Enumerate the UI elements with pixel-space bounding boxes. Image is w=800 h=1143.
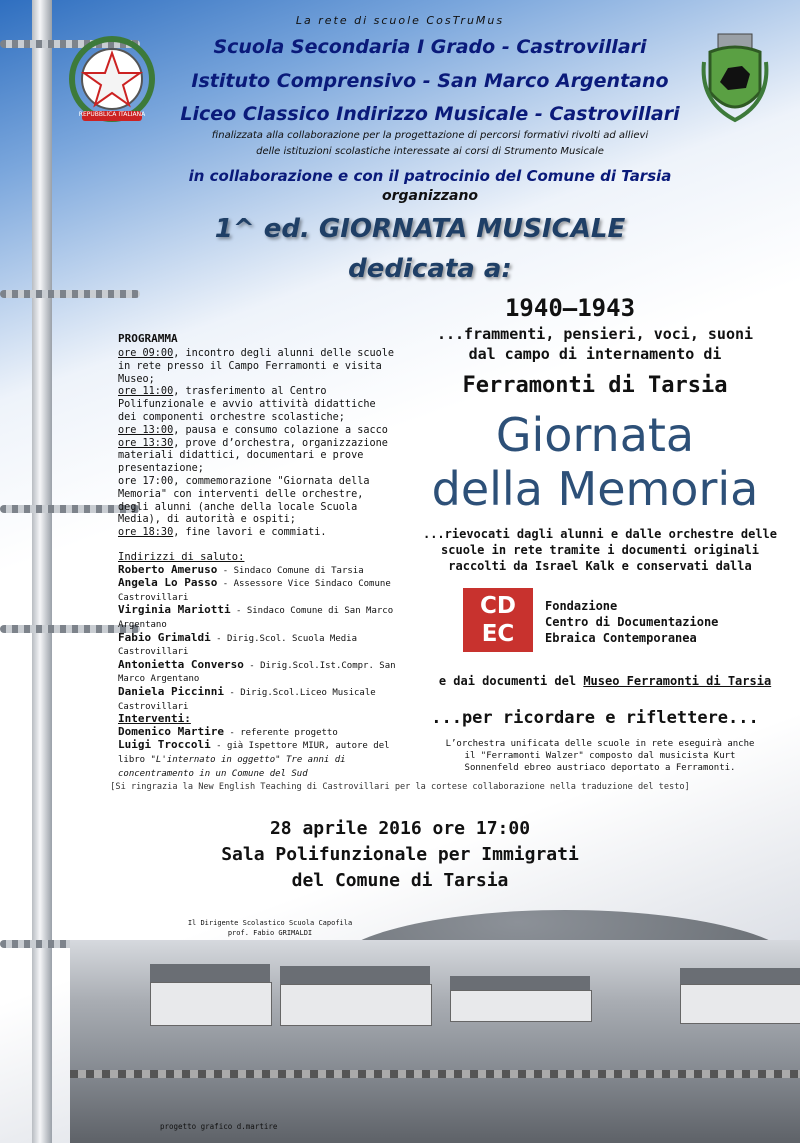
barbed-wire-post <box>32 0 52 1143</box>
greeting-person: Daniela Piccinni - Dirig.Scol.Liceo Musicale Castrovillari <box>118 684 376 712</box>
thanks-note: [Si ringrazia la New English Teaching di Castrovillari per la cortese collaborazione nella traduzione del testo] <box>110 782 690 792</box>
greeting-person: Angela Lo Passo - Assessore Vice Sindaco Comune Castrovillari <box>118 576 391 603</box>
museum-line: e dai documenti del Museo Ferramonti di Tarsia <box>438 674 772 688</box>
organize-line: organizzano <box>381 188 479 204</box>
fragments-text: ...frammenti, pensieri, voci, suoni dal campo di internamento di <box>436 325 754 363</box>
programme-item: ore 13:00, pausa e consumo colazione a sacco <box>118 424 388 436</box>
programme-item: ore 18:30, fine lavori e commiati. <box>118 527 327 539</box>
design-credit: progetto grafico d.martire <box>160 1122 278 1131</box>
place-title: Ferramonti di Tarsia <box>462 373 728 398</box>
dedicated-title: dedicata a: <box>348 254 512 284</box>
purpose-line-2: delle istituzioni scolastiche interessate ai corsi di Strumento Musicale <box>256 146 604 157</box>
school-3: Liceo Classico Indirizzo Musicale - Castrovillari <box>180 103 680 125</box>
intervention-person: Luigi Troccoli - già Ispettore MIUR, autore del libro "L'internato in oggetto" Tre anni di concentramento in un Comune del Sud <box>118 738 390 779</box>
school-2: Istituto Comprensivo - San Marco Argentano <box>191 70 669 92</box>
school-1: Scuola Secondaria I Grado - Castrovillari <box>213 36 647 58</box>
greetings-list: Indirizzi di saluto: Roberto Ameruso - Sindaco Comune di Tarsia Angela Lo Passo - Assessore Vice Sindaco Comune Castrovillari Virginia Mariotti - Sindaco Comune di San Marco Argentano Fabio Grimaldi - Dirig.Scol. Scuola Media Castrovillari Antonietta Converso - Dirig.Scol.Ist.Compr. San Marco Argentano Daniela Piccinni - Dirig.Scol.Liceo Musicale Castrovillari Interventi: Domenico Martire - referente progetto Luigi Troccoli - già Ispettore MIUR, autore del libro "L'internato in oggetto" Tre anni di concentramento in un Comune del Sud <box>118 551 418 780</box>
programme-list <box>118 348 400 540</box>
description-text: ...rievocati dagli alunni e dalle orchestre delle scuole in rete tramite i documenti originali raccolti da Israel Kalk e conservati dalla <box>422 527 777 573</box>
programme-item: ore 13:30, prove d’orchestra, organizzazione materiali didattici, documentari e prove presentazione; <box>118 437 388 475</box>
collaboration-line: in collaborazione e con il patrocinio del Comune di Tarsia <box>188 167 672 185</box>
intervention-person: Domenico Martire - referente progetto <box>118 724 338 738</box>
reflect-line: ...per ricordare e riflettere... <box>431 708 759 728</box>
school-network: La rete di scuole CosTruMus <box>295 14 505 27</box>
cdec-name: Fondazione Centro di Documentazione Ebraica Contemporanea <box>545 599 719 645</box>
camp-photo <box>70 940 800 1143</box>
purpose-line-1: finalizzata alla collaborazione per la progettazione di percorsi formativi rivolti ad allievi <box>211 130 649 141</box>
programme-item: ore 09:00, incontro degli alunni delle scuole in rete presso il Campo Ferramonti e visita Museo; <box>118 348 395 385</box>
greeting-person: Roberto Ameruso - Sindaco Comune di Tarsia <box>118 562 364 576</box>
programme-item: ore 11:00, trasferimento al Centro Polifunzionale e avvio attività didattiche dei componenti orchestre scolastiche; <box>118 386 376 423</box>
signature-block: Il Dirigente Scolastico Scuola Capofila prof. Fabio GRIMALDI <box>187 919 353 937</box>
emblem-banner-text: REPUBBLICA ITALIANA <box>78 111 146 118</box>
years-title: 1940–1943 <box>504 294 636 322</box>
greeting-person: Fabio Grimaldi - Dirig.Scol. Scuola Media Castrovillari <box>118 630 358 658</box>
event-details: 28 aprile 2016 ore 17:00 Sala Polifunzionale per Immigrati del Comune di Tarsia <box>221 818 579 891</box>
memory-day-title: Giornata della Memoria <box>431 408 759 516</box>
orchestra-note: L’orchestra unificata delle scuole in rete eseguirà anche il "Ferramonti Walzer" composto dal musicista Kurt Sonnenfeld ebreo austriaco deportato a Ferramonti. <box>445 739 755 773</box>
programme-item: ore 17:00, commemorazione "Giornata della Memoria" con interventi delle orchestre, degli alunni (anche della locale Scuola Media), di autorità e ospiti; <box>118 475 370 526</box>
cdec-logo: CD EC <box>463 588 533 652</box>
greeting-person: Virginia Mariotti - Sindaco Comune di San Marco Argentano <box>118 603 394 630</box>
greeting-person: Antonietta Converso - Dirig.Scol.Ist.Compr. San Marco Argentano <box>118 657 396 685</box>
edition-title: 1^ ed. GIORNATA MUSICALE <box>214 214 626 244</box>
programme-heading: PROGRAMMA <box>118 332 178 345</box>
barbed-wire-strand <box>0 290 140 298</box>
